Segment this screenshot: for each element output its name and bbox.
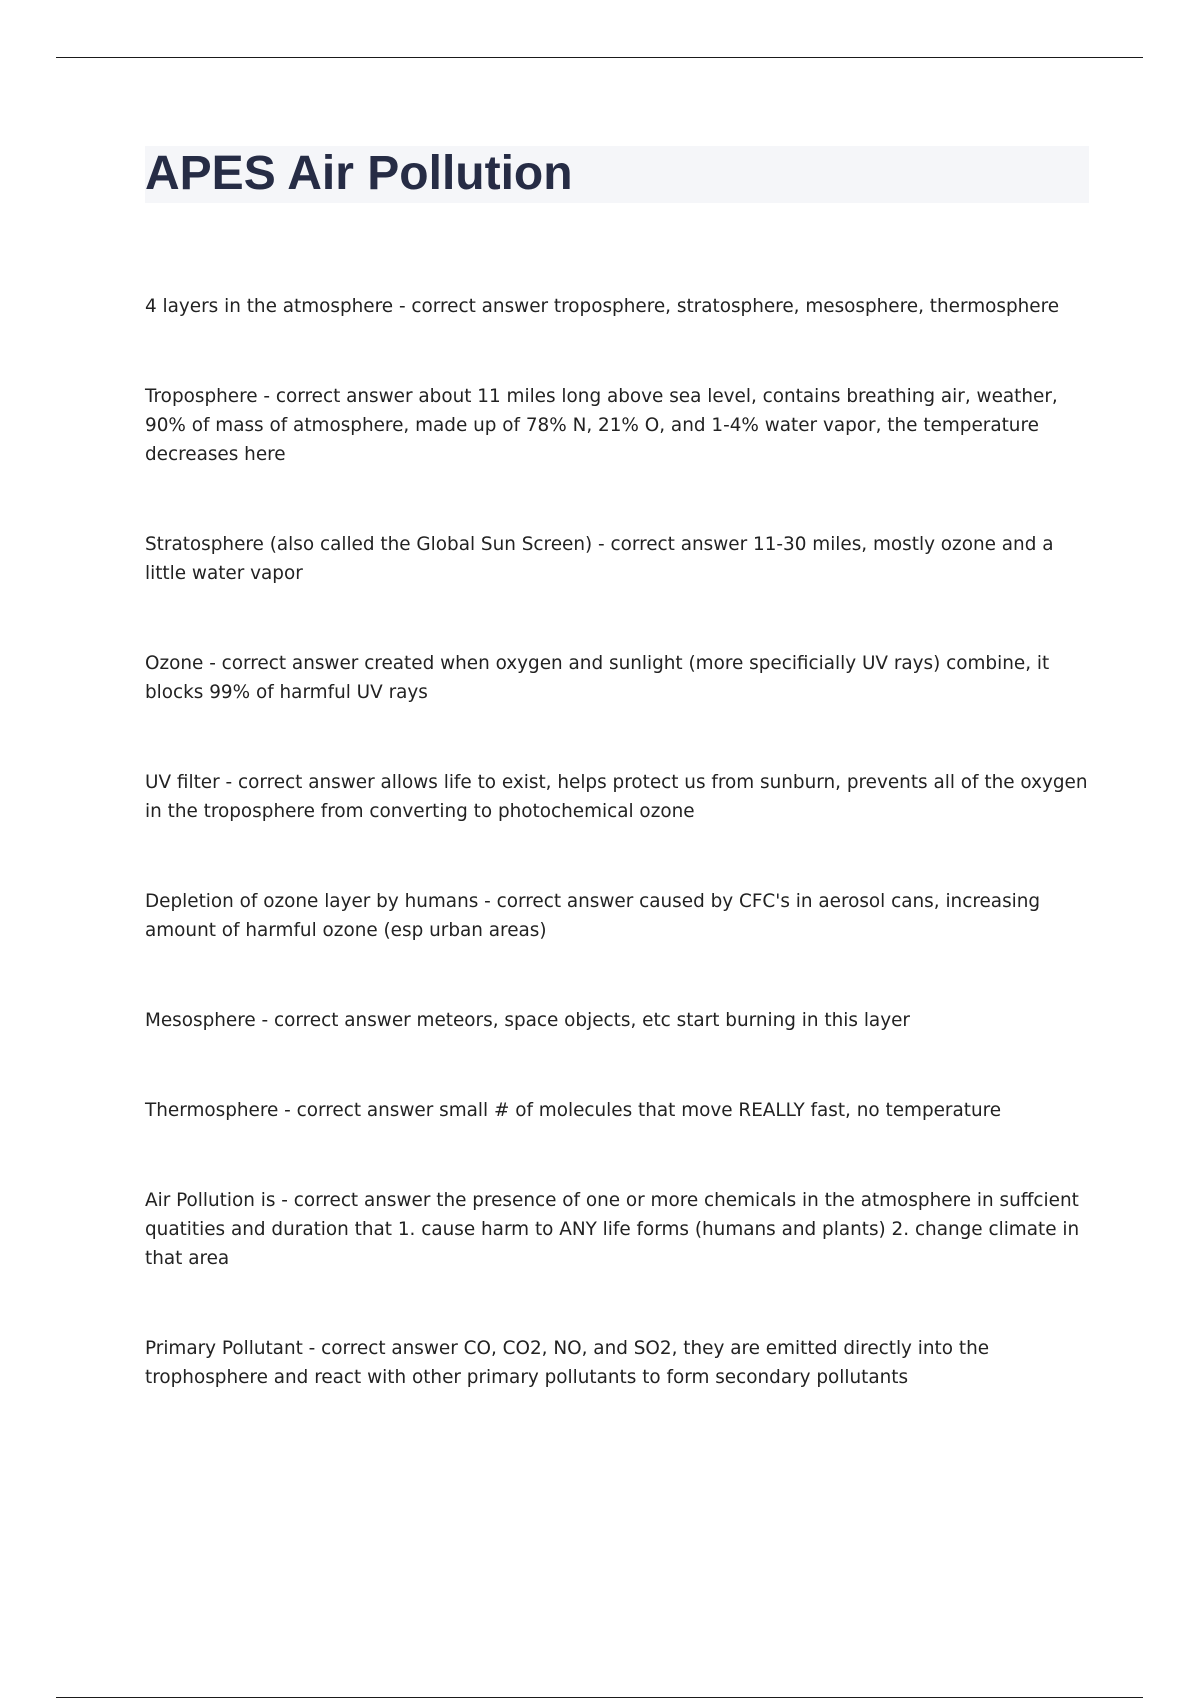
flashcard-entry: Stratosphere (also called the Global Sun Screen) - correct answer 11-30 miles, mostly ozone and a little water vapor: [145, 534, 1054, 584]
page-title: APES Air Pollution: [145, 147, 573, 200]
flashcard-entry: 4 layers in the atmosphere - correct answer troposphere, stratosphere, mesosphere, thermosphere: [145, 296, 1060, 317]
flashcard-entry: Depletion of ozone layer by humans - correct answer caused by CFC's in aerosol cans, increasing amount of harmful ozone (esp urban areas): [145, 891, 1041, 941]
flashcard-entry: Mesosphere - correct answer meteors, space objects, etc start burning in this layer: [145, 1010, 910, 1031]
bottom-rule: [56, 1697, 1143, 1698]
flashcard-entry: Ozone - correct answer created when oxygen and sunlight (more specificially UV rays) combine, it blocks 99% of harmful UV rays: [145, 653, 1050, 703]
flashcard-entry: Primary Pollutant - correct answer CO, CO2, NO, and SO2, they are emitted directly into the trophosphere and react with other primary pollutants to form secondary pollutants: [145, 1338, 990, 1388]
flashcard-entry: UV filter - correct answer allows life to exist, helps protect us from sunburn, prevents all of the oxygen in the troposphere from converting to photochemical ozone: [145, 772, 1088, 822]
flashcard-entry: Thermosphere - correct answer small # of molecules that move REALLY fast, no temperature: [145, 1100, 1002, 1121]
top-rule: [56, 57, 1143, 58]
flashcard-entry: Air Pollution is - correct answer the presence of one or more chemicals in the atmosphere in suffcient quatities and duration that 1. cause harm to ANY life forms (humans and plants) 2. change climate in that area: [145, 1190, 1080, 1269]
flashcard-list: [145, 292, 1093, 1453]
flashcard-entry: Troposphere - correct answer about 11 miles long above sea level, contains breathing air, weather, 90% of mass of atmosphere, made up of 78% N, 21% O, and 1-4% water vapor, the temperature decreases here: [145, 386, 1058, 465]
